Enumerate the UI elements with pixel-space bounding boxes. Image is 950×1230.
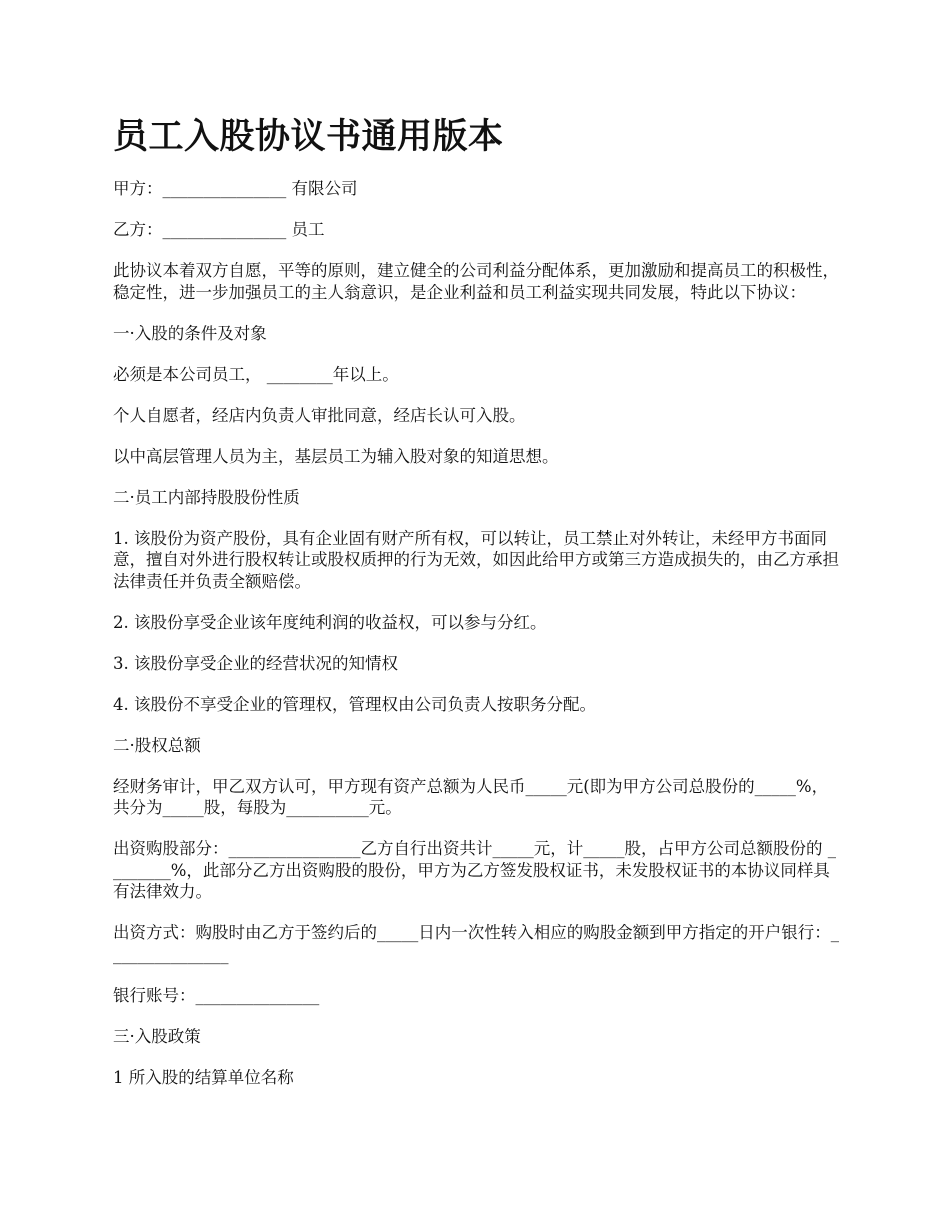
bank-account-line: 银行账号：_______________ xyxy=(113,985,320,1005)
share-purchase-paragraph: 出资购股部分：________________乙方自行出资共计_____元，计_____股，占甲方公司总额股份的 ________%，此部分乙方出资购股的股份，甲方为乙方签发股权证书，未发股权证书的本协议同样具有法律效力。 xyxy=(113,839,836,901)
condition-target: 以中高层管理人员为主，基层员工为辅入股对象的知道思想。 xyxy=(113,446,559,466)
preamble-paragraph: 此协议本着双方自愿，平等的原则，建立健全的公司利益分配体系，更加激励和提高员工的积极性，稳定性，进一步加强员工的主人翁意识，是企业利益和员工利益实现共同发展，特此以下协议： xyxy=(113,261,839,302)
section-heading-policy: 三·入股政策 xyxy=(113,1026,201,1046)
payment-method-paragraph: 出资方式：购股时由乙方于签约后的_____日内一次性转入相应的购股金额到甲方指定的开户银行：_______________ xyxy=(113,923,839,964)
section-heading-total: 二·股权总额 xyxy=(113,735,201,755)
condition-tenure: 必须是本公司员工， ________年以上。 xyxy=(113,364,399,384)
nature-item-2: 2. 该股份享受企业该年度纯利润的收益权，可以参与分红。 xyxy=(113,612,547,632)
nature-item-4: 4. 该股份不享受企业的管理权，管理权由公司负责人按职务分配。 xyxy=(113,694,596,714)
section-heading-nature: 二·员工内部持股股份性质 xyxy=(113,487,300,507)
party-a-line: 甲方：_______________ 有限公司 xyxy=(113,179,358,198)
policy-item-1: 1 所入股的结算单位名称 xyxy=(113,1067,294,1087)
party-b-line: 乙方：_______________ 员工 xyxy=(113,220,325,239)
section-heading-conditions: 一·入股的条件及对象 xyxy=(113,323,267,343)
document-title: 员工入股协议书通用版本 xyxy=(113,117,504,157)
condition-approval: 个人自愿者，经店内负责人审批同意，经店长认可入股。 xyxy=(113,405,526,425)
nature-item-3: 3. 该股份享受企业的经营状况的知情权 xyxy=(113,653,398,673)
total-assets-paragraph: 经财务审计，甲乙双方认可，甲方现有资产总额为人民币_____元(即为甲方公司总股份的_____%，共分为_____股，每股为__________元。 xyxy=(113,776,829,817)
nature-item-1: 1. 该股份为资产股份，具有企业固有财产所有权，可以转让，员工禁止对外转让，未经甲方书面同意，擅自对外进行股权转让或股权质押的行为无效，如因此给甲方或第三方造成损失的，由乙方承担法律责任并负责全额赔偿。 xyxy=(113,528,839,591)
